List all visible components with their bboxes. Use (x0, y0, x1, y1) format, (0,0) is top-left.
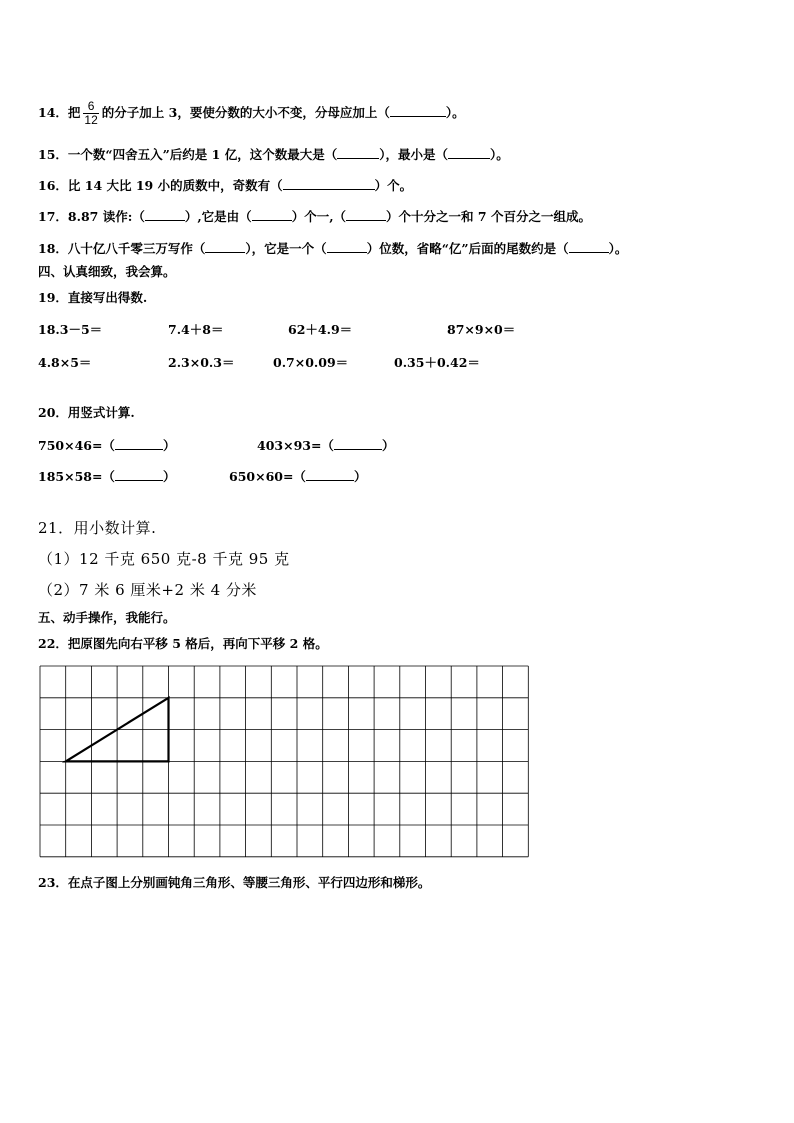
calc-item: 18.3－5＝ (38, 322, 103, 337)
question-20-title: 20．用竖式计算. (38, 405, 135, 420)
calc-item: 4.8×5＝ (38, 355, 92, 370)
question-21-item-2: （2）7 米 6 厘米+2 米 4 分米 (38, 581, 257, 599)
calc-item: 7.4＋8＝ (168, 322, 224, 337)
calc-item: 0.7×0.09＝ (273, 355, 349, 370)
vertical-calc-item: 185×58=（ ） (38, 469, 176, 484)
calc-item: 62＋4.9＝ (288, 322, 353, 337)
question-23-title: 23．在点子图上分别画钝角三角形、等腰三角形、平行四边形和梯形。 (38, 875, 431, 890)
calc-item: 87×9×0＝ (447, 322, 516, 337)
question-14: 14．把 $\frac{6}{12}$ 的分子加上 3，要使分数的大小不变，分母应加上（ ）。 (38, 99, 465, 127)
fraction-6-12: $\frac{6}{12}$ (84, 99, 98, 127)
question-19-title: 19．直接写出得数. (38, 290, 148, 305)
vertical-calc-item: 403×93=（ ） (257, 438, 395, 453)
question-17: 17．8.87 读作:（ ）,它是由（ ）个一,（ ）个十分之一和 7 个百分之一组成。 (38, 209, 591, 224)
calc-item: 0.35＋0.42＝ (394, 355, 480, 370)
question-18: 18．八十亿八千零三万写作（ ），它是一个（ ）位数，省略“亿”后面的尾数约是（ ）。 (38, 241, 628, 256)
section-5-heading: 五、动手操作，我能行。 (38, 610, 176, 625)
question-21-title: 21．用小数计算. (38, 519, 157, 537)
vertical-calc-item: 750×46=（ ） (38, 438, 176, 453)
vertical-calc-item: 650×60=（ ） (229, 469, 367, 484)
question-15: 15．一个数“四舍五入”后约是 1 亿，这个数最大是（ ），最小是（ ）。 (38, 147, 509, 162)
calc-item: 2.3×0.3＝ (168, 355, 235, 370)
question-22-title: 22．把原图先向右平移 5 格后，再向下平移 2 格。 (38, 636, 328, 651)
section-4-heading: 四、认真细致，我会算。 (38, 264, 176, 279)
question-21-item-1: （1）12 千克 650 克-8 千克 95 克 (38, 550, 290, 568)
question-16: 16．比 14 大比 19 小的质数中，奇数有（ ）个。 (38, 178, 413, 193)
